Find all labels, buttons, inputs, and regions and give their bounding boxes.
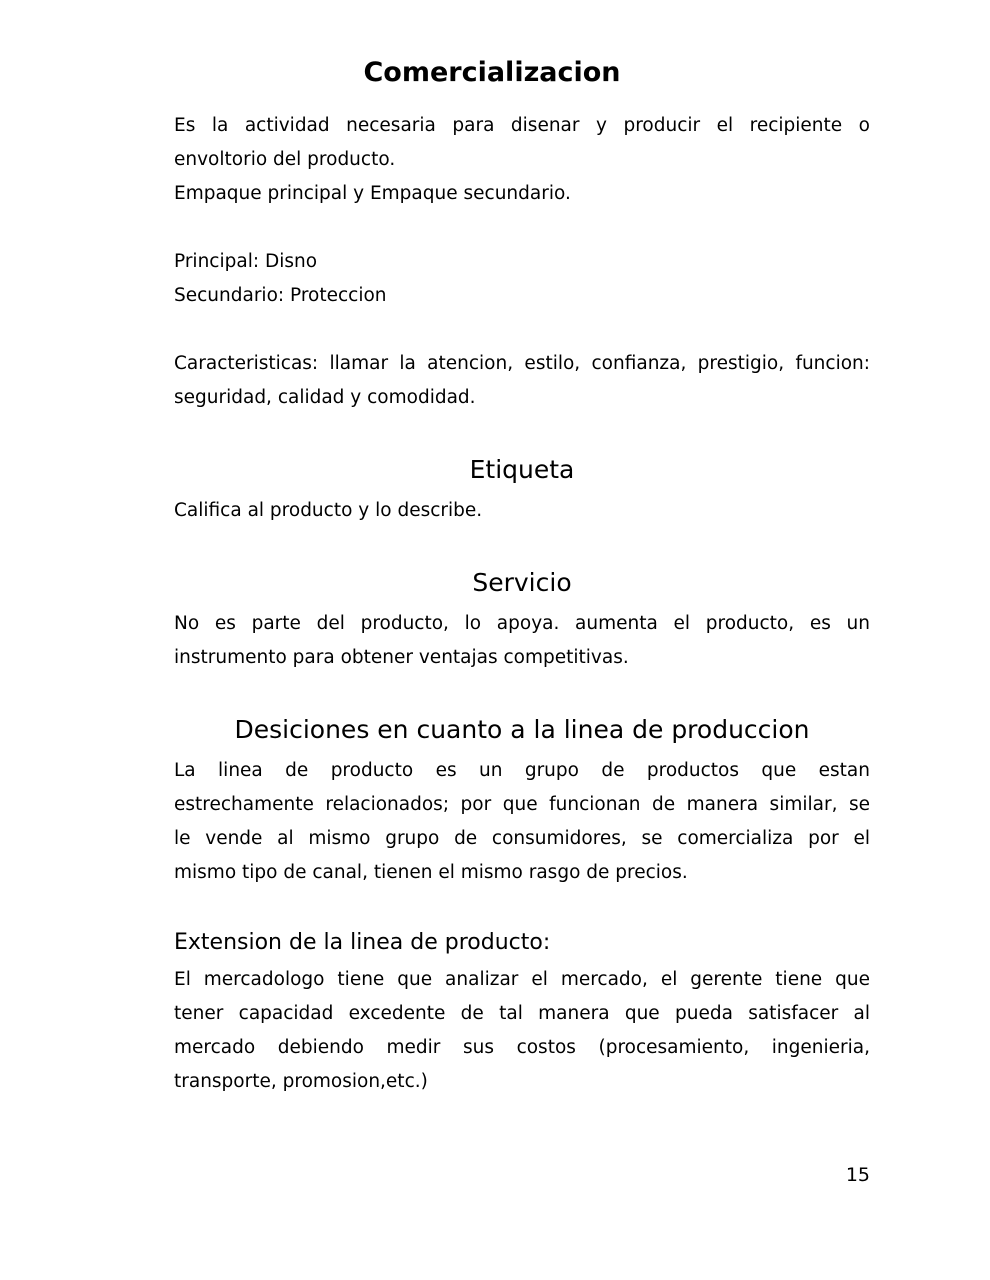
decisiones-line-2: estrechamente relacionados; por que funcionan de manera similar, se (174, 794, 870, 815)
servicio-line-1: No es parte del producto, lo apoya. aumenta el producto, es un (174, 613, 870, 634)
servicio-heading: Servicio (472, 568, 572, 597)
extension-line-1: El mercadologo tiene que analizar el mercado, el gerente tiene que (174, 969, 870, 990)
decisiones-paragraph (174, 754, 870, 890)
decisiones-line-1: La linea de producto es un grupo de productos que estan (174, 760, 870, 781)
etiqueta-text: Califica al producto y lo describe. (174, 500, 483, 521)
extension-paragraph (174, 963, 870, 1099)
caracteristicas-paragraph (174, 347, 870, 415)
secundario-line: Secundario: Proteccion (174, 285, 387, 306)
decisiones-line-4: mismo tipo de canal, tienen el mismo rasgo de precios. (174, 862, 688, 883)
intro-line-3: Empaque principal y Empaque secundario. (174, 183, 571, 204)
caracteristicas-line-1: Caracteristicas: llamar la atencion, estilo, confianza, prestigio, funcion: (174, 353, 870, 374)
etiqueta-paragraph (174, 494, 870, 528)
servicio-line-2: instrumento para obtener ventajas competitivas. (174, 647, 629, 668)
extension-line-3: mercado debiendo medir sus costos (procesamiento, ingenieria, (174, 1037, 870, 1058)
etiqueta-heading: Etiqueta (469, 455, 575, 484)
intro-line-2: envoltorio del producto. (174, 149, 396, 170)
extension-heading: Extension de la linea de producto: (174, 930, 551, 955)
decisiones-line-3: le vende al mismo grupo de consumidores, se comercializa por el (174, 828, 870, 849)
servicio-paragraph (174, 607, 870, 675)
intro-line-1: Es la actividad necesaria para disenar y producir el recipiente o (174, 115, 870, 136)
page-number: 15 (845, 1164, 870, 1186)
extension-line-2: tener capacidad excedente de tal manera que pueda satisfacer al (174, 1003, 870, 1024)
principal-line: Principal: Disno (174, 251, 318, 272)
extension-line-4: transporte, promosion,etc.) (174, 1071, 428, 1092)
caracteristicas-line-2: seguridad, calidad y comodidad. (174, 387, 476, 408)
intro-paragraph (174, 109, 870, 211)
page-title: Comercializacion (363, 57, 621, 88)
types-paragraph (174, 245, 870, 313)
decisiones-heading: Desiciones en cuanto a la linea de produccion (234, 715, 810, 744)
